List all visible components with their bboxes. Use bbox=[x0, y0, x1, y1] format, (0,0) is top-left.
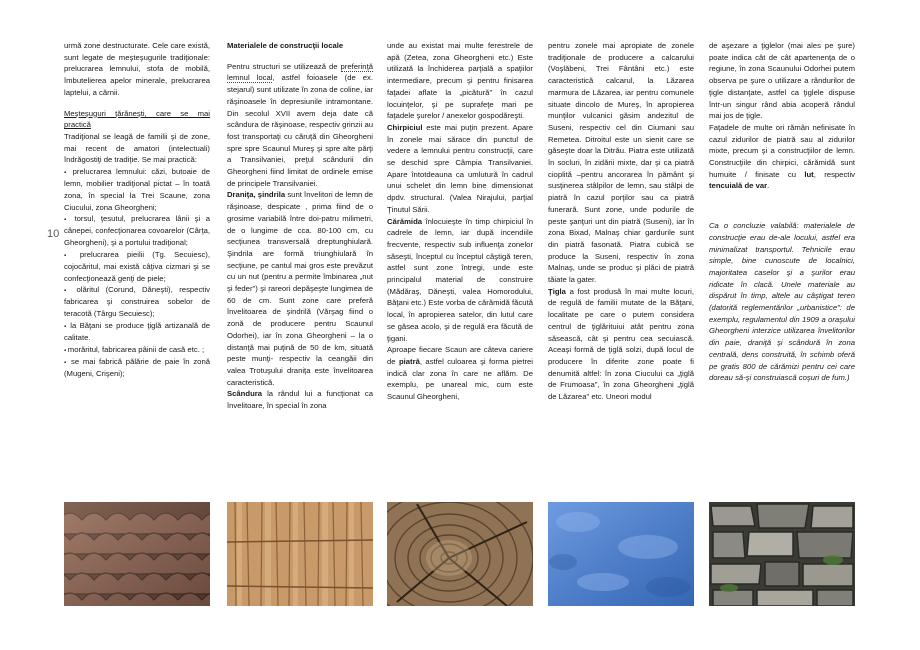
wood-rings-image bbox=[387, 502, 533, 606]
text-run: Pentru structuri se utilizează de bbox=[227, 61, 341, 71]
conclusion-paragraph: Ca o concluzie valabilă: materialele de construcţie erau de-ale locului, astfel era minimalizat transportul. Tehnicile erau simple, bine cunoscute de localnici, majoritatea caselor şi a şurilor erau ridicate în clacă. Unele materiale au dispărut în timp, altele au câştigat teren (datorită reglementărilor „urbanistice": de exemplu, regulamentul din 1909 a oraşului Gheorgheni interzice utilizarea învelitorilor din paie, draniţă şi scândură în zona centrală, dens construită, în schimb oferă pe gratis 800 de cărămizi pentru cei care doreau să-şi construiască coşuri de fum.) bbox=[709, 221, 855, 383]
bold-term: Draniţa, şindrila bbox=[227, 190, 286, 200]
paragraph bbox=[548, 286, 694, 403]
paragraph bbox=[709, 122, 855, 192]
paragraph bbox=[387, 344, 533, 403]
text-column-2 bbox=[227, 40, 373, 412]
text-run: , astfel foioasele (de ex. stejarul) sunt utilizate în zona de coline, iar răşinoasele în depresiunile intramontane. Din secolul XVII avem deja date că scândura de răşinoase, respectiv grinzii au fost transportaţi cu căruţă din Gheorgheni spre spre Scaunul Mureş şi spre alte părţi a Transilvaniei, preţul scândurii din Gheorgheni fiind limitat de ordinele emise de principele Transilvaniei. bbox=[227, 73, 373, 188]
text-run: la rândul lui a funcţionat ca învelitoare, în special în zona bbox=[227, 389, 373, 411]
paragraph bbox=[227, 61, 373, 190]
text-run: , respectiv bbox=[813, 169, 855, 179]
list-item: ▪ olăritul (Corund, Dăneşti), respectiv fabricarea şi construirea sobelor de teracotă (Târgu Secuiesc); bbox=[64, 284, 210, 320]
paragraph bbox=[387, 216, 533, 345]
stone-wall-image bbox=[709, 502, 855, 606]
text-run: sunt învelitori de lemn de răşinoase, despicate , prima fiind de o grosime variabilă între doi-patru milimetri, de o lungime de cca. 80-100 cm, cu secţiunea transversală dreptunghiulară. Şindrila are formă triunghiulară în secţiune, pe cantul mai gros este prevăzut cu un nut (pentru a permite îmbinarea „nut şi feder") şi rareori depăşeşte lungimea de 60 de cm. Sunt zone care preferă învelitoarea de şindrilă (Vărşag fiind o zonă de producere pentru Scaunul Odorhei), iar în zona Gheorgheni – la o distanţă mai puţină de 50 de km, situată peste munţi- respectiv la ceangăii din valea Trotuşului draniţa este învelitoarea caracteristică. bbox=[227, 190, 373, 387]
list-item: ▪ prelucrarea pieilii (Tg. Secuiesc), cojocăritul, mai există câţiva cizmari şi se confecţionează genţi de piele; bbox=[64, 249, 210, 285]
bold-term: lut bbox=[804, 169, 814, 179]
text-column-1 bbox=[64, 40, 210, 380]
paragraph bbox=[227, 189, 373, 388]
paragraph bbox=[387, 122, 533, 216]
wood-shingle-image bbox=[227, 502, 373, 606]
list-item: ▪ la Băţani se produce ţiglă artizanală de calitate. bbox=[64, 320, 210, 344]
section-heading-crafts: Meşteşuguri ţărăneşti, care se mai practică bbox=[64, 108, 210, 130]
wood-rings-photo bbox=[387, 502, 533, 606]
paragraph: unde au existat mai multe ferestrele de apă (Zetea, zona Gheorgheni etc.) Este utilizată la închiderea parţială a spaţiilor intermediare, precum şi pentru finisarea faţadei aflate la „picătură" în cazul locuinţelor, şi pe suprafeţe mari pe faţadele şurelor / anexelor gospodăreşti. bbox=[387, 41, 533, 121]
list-item: ▪ morăritul, fabricarea pâinii de casă etc. ; bbox=[64, 344, 210, 356]
bold-term: tencuială de var bbox=[709, 181, 768, 191]
text-run: a fost produsă în mai multe locuri, de regulă de familii mutate de la Băţani, localitate pe care o putem considera centrul de ţiglărituiui atât pentru zona săsească, cât şi pentru cea secuiască. Aceaşi formă de ţiglă solzi, după locul de producere în diferite zone poate fi denumită altfel: în zona Ciucului ca „ţiglă de Frumoasa", în zona Gheorgheni „ţiglă de Lăzarea" etc. Uneori modul bbox=[548, 286, 694, 402]
wood-shingle-photo bbox=[227, 502, 373, 606]
text-column-4 bbox=[548, 40, 694, 403]
text-column-3 bbox=[387, 40, 533, 403]
text-run: . bbox=[767, 181, 770, 191]
bold-term: Ţigla bbox=[548, 286, 566, 296]
tile-roof-photo bbox=[64, 502, 210, 606]
page-number: 10 bbox=[47, 228, 60, 240]
text-run: este mai puţin prezent. Apare în zonele mai sărace din punctul de vedere a lemnului pentru construcţii, care se deschid spre Câmpia Transilvaniei. Apare întotdeauna ca umlutură în cadrul unui schelet din lemn bine dimensionat dpdv. structural. (Valea Nirajului, parţial Ţinutul Sării. bbox=[387, 122, 533, 214]
text-run: , astfel culoarea şi forma pietrei indică clar zona în care ne aflăm. De exemplu, pe unareal mic, cum este Scaunul Gheorgheni, bbox=[387, 356, 533, 402]
paragraph bbox=[227, 388, 373, 411]
paragraph: urmă zone destructurate. Cele care există, sunt legate de meşteşugurile tradiţionale: prelucrarea lemnului, stofa de mobilă, îmbutelierea apelor minerale, prelucrarea laptelui, a cărnii. bbox=[64, 41, 210, 97]
text-run-underlined: preferinţă lemnul local bbox=[227, 61, 373, 83]
list-item: ▪ torsul, ţesutul, prelucrarea lânii şi a cânepei, confecţionarea covoarelor (Cârţa, Gheorgheni), şi a portului tradiţional; bbox=[64, 213, 210, 249]
list-item: ▪ se mai fabrică pălărie de paie în zonă (Mugeni, Crişeni); bbox=[64, 356, 210, 380]
list-item: ▪ prelucrarea lemnului: căzi, butoaie de lemn, mobilier tradiţional pictat – în toată zona, în special la Trei Scaune, zona Ciucului, zona Gheorgheni; bbox=[64, 166, 210, 213]
bold-term: Scândura bbox=[227, 389, 263, 399]
stone-wall-photo bbox=[709, 502, 855, 606]
tile-roof-image bbox=[64, 502, 210, 606]
bold-term: piatră bbox=[398, 356, 420, 366]
text-run: Aproape fiecare Scaun are câteva cariere de bbox=[387, 345, 533, 366]
paragraph: de aşezare a ţiglelor (mai ales pe şure) poate indica cât de cât apartenenţa de o regiune, în zona Scaunului Odorhei putem observa pe şure o utilizare a rândurilor de ţigle distanţate, astfel ca ţiglele dispuse într-un singur rând abia acoperă rândul mai jos de ţigle. bbox=[709, 41, 855, 121]
text-column-5 bbox=[709, 40, 855, 384]
text-run: înlocuieşte în timp chirpiciul în cadrele de lemn, iar după incendiile frecvente, respectiv sub influenţa zonelor săseşti, începtul cu începtul câştigă teren, astfel sunt zone întregi, unde este principalul material de construire (Mădăraş, Dăneşti, valea Homorodului, Băţani etc.) Este vorba de cărămidă făcută local, în apropierea satelor, din lutul care se găsea acolo, şi de regulă era făcută de ţigani. bbox=[387, 216, 533, 343]
paragraph: pentru zonele mai apropiate de zonele tradiţionale de producere a calcarului (Voşlăbeni, Trei Fântâni etc.) este caracteristică calcarul, la Lăzarea marmura de Lăzarea, iar pentru comunele situate dincolo de Mureş, în apropierea munţilor vulcanici găsim andezitul de Suseni, respectiv cel din Ciumani sau Remetea. Ditroitul este un sienit care se găseşte doar la Ditrău. Piatra este utilizată în socluri, în zidării mixte, dar şi ca piatră cioplită –pentru ancorarea în pământ şi susţinerea stâlpilor de lemn, sau stâlpi de piatră în cazul porţilor sau ca piatră funerară. Sunt zone, unde podurile de peste şanţuri unt din piatră (Suseni), iar în zona Bixad, Malnaş chiar gardurile sunt din piatră fasonată. Piatra cubică se produce la Suseni, respectiv în zona Malnaş, unde se produc şi plăci de piatră tăiate la gater. bbox=[548, 41, 694, 285]
blue-plaster-photo bbox=[548, 502, 694, 606]
blue-plaster-image bbox=[548, 502, 694, 606]
bold-term: Cărămida bbox=[387, 216, 423, 226]
paragraph: Tradiţional se leagă de familii şi de zone, mai recent de amatori (intelectuali) îndrăgostiţi de tradiţie. Se mai practică: bbox=[64, 131, 210, 165]
crafts-list bbox=[64, 166, 210, 380]
text-run: Faţadele de multe ori rămân nefinisate în cazul zidurilor de piatră sau al zidurilor mixte, precum şi a construcţiilor de lemn. Construcţiile din chirpici, cărămidă sunt humuite / finisate cu bbox=[709, 122, 855, 179]
bold-term: Chirpiciul bbox=[387, 122, 423, 132]
section-heading-materials: Materialele de construcţii locale bbox=[227, 41, 344, 50]
